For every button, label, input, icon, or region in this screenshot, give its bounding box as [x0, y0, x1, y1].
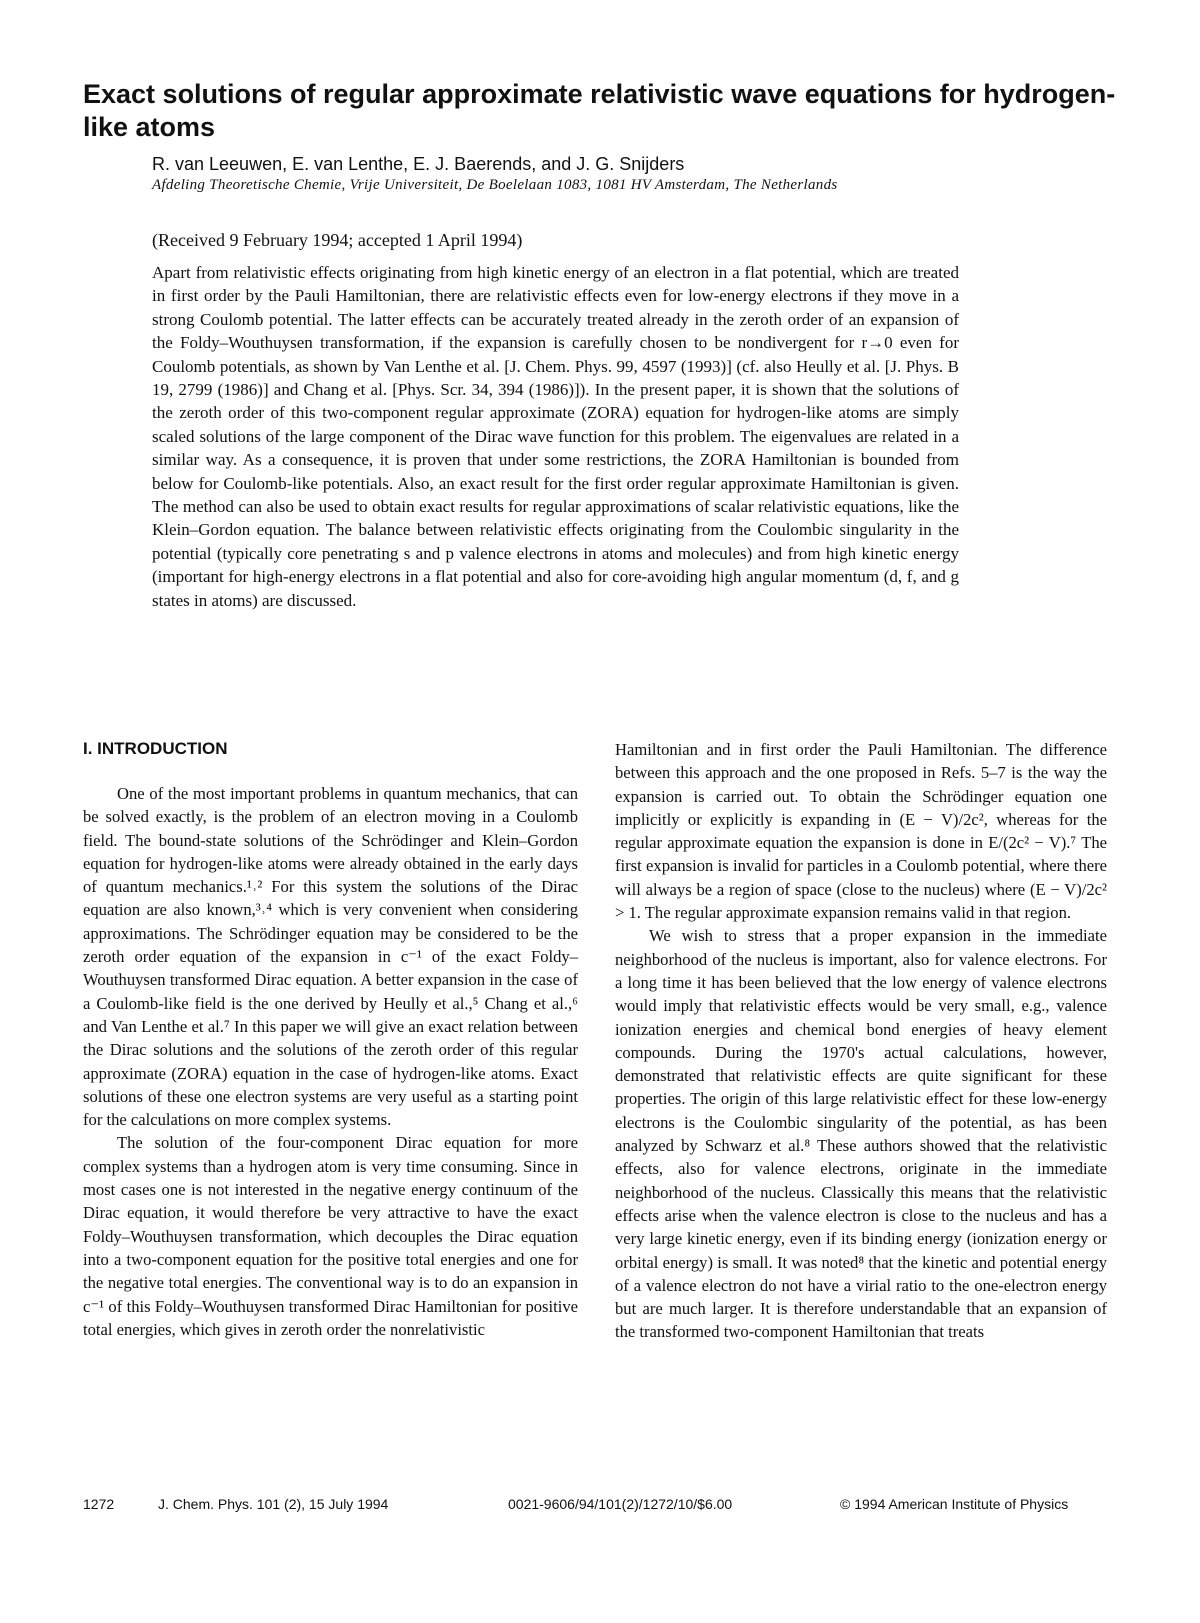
section-heading: I. INTRODUCTION — [83, 739, 228, 758]
body-paragraph: We wish to stress that a proper expansion in the immediate neighborhood of the nucleus is important, also for valence electrons. For a long time it has been believed that the low energy of valence electrons would imply that relativistic effects would be very small, e.g., valence ionization energies and chemical bond energies of heavy element compounds. During the 1970's actual calculations, however, demonstrated that relativistic effects are quite significant for these properties. The origin of this large relativistic effect for these low-energy electrons is the Coulombic singularity of the potential, as has been analyzed by Schwarz et al.⁸ These authors showed that the relativistic effects, also for valence electrons, originate in the immediate neighborhood of the nucleus. Classically this means that the relativistic effects arise when the valence electron is close to the nucleus and has a very large kinetic energy, even if its binding energy (ionization energy or orbital energy) is small. It was noted⁸ that the kinetic and potential energy of a valence electron do not have a virial ratio to the one-electron energy but are much larger. It is therefore understandable that an expansion of the transformed two-component Hamiltonian that treats — [615, 926, 1107, 1342]
body-paragraph: Hamiltonian and in first order the Pauli Hamiltonian. The difference between this approach and the one proposed in Refs. 5–7 is the way the expansion is carried out. To obtain the Schrödinger equation one implicitly or explicitly is expanding in (E − V)/2c², whereas for the regular approximate equation the expansion is done in E/(2c² − V).⁷ The first expansion is invalid for particles in a Coulomb potential, where there will always be a region of space (close to the nucleus) where (E − V)/2c² > 1. The regular approximate expansion remains valid in that region. — [615, 740, 1107, 923]
copyright-notice: © 1994 American Institute of Physics — [840, 1496, 1069, 1512]
page-footer — [0, 1493, 1200, 1515]
body-paragraph: The solution of the four-component Dirac equation for more complex systems than a hydrogen atom is very time consuming. Since in most cases one is not interested in the negative energy continuum of the Dirac equation, it would therefore be very attractive to have the exact Foldy–Wouthuysen transformation, which decouples the Dirac equation into a two-component equation for the positive total energies and one for the negative total energies. The conventional way is to do an expansion in c⁻¹ of this Foldy–Wouthuysen transformed Dirac Hamiltonian for positive total energies, which gives in zeroth order the nonrelativistic — [83, 1133, 578, 1339]
affiliation: Afdeling Theoretische Chemie, Vrije Universiteit, De Boelelaan 1083, 1081 HV Amsterdam, The Netherlands — [152, 177, 838, 193]
journal-citation: J. Chem. Phys. 101 (2), 15 July 1994 — [158, 1496, 389, 1512]
right-column — [615, 738, 1107, 1344]
abstract: Apart from relativistic effects originating from high kinetic energy of an electron in a flat potential, which are treated in first order by the Pauli Hamiltonian, there are relativistic effects even for low-energy electrons if they move in a strong Coulomb potential. The latter effects can be accurately treated already in the zeroth order of an expansion of the Foldy–Wouthuysen transformation, if the expansion is carefully chosen to be nondivergent for r→0 even for Coulomb potentials, as shown by Van Lenthe et al. [J. Chem. Phys. 99, 4597 (1993)] (cf. also Heully et al. [J. Phys. B 19, 2799 (1986)] and Chang et al. [Phys. Scr. 34, 394 (1986)]). In the present paper, it is shown that the solutions of the zeroth order of this two-component regular approximate (ZORA) equation for hydrogen-like atoms are simply scaled solutions of the large component of the Dirac wave function for this problem. The eigenvalues are related in a similar way. As a consequence, it is proven that under some restrictions, the ZORA Hamiltonian is bounded from below for Coulomb-like potentials. Also, an exact result for the first order regular approximate Hamiltonian is given. The method can also be used to obtain exact results for regular approximations of scalar relativistic equations, like the Klein–Gordon equation. The balance between relativistic effects originating from the Coulombic singularity in the potential (typically core penetrating s and p valence electrons in atoms and molecules) and from high kinetic energy (important for high-energy electrons in a flat potential and also for core-avoiding high angular momentum (d, f, and g states in atoms) are discussed. — [152, 263, 959, 610]
left-column — [83, 738, 578, 1341]
article-code: 0021-9606/94/101(2)/1272/10/$6.00 — [508, 1496, 733, 1512]
received-dates: (Received 9 February 1994; accepted 1 April 1994) — [152, 230, 523, 250]
author-list: R. van Leeuwen, E. van Lenthe, E. J. Baerends, and J. G. Snijders — [152, 154, 685, 174]
page-number: 1272 — [83, 1496, 115, 1512]
article-title: Exact solutions of regular approximate relativistic wave equations for hydrogen-like atoms — [83, 79, 1116, 142]
body-paragraph: One of the most important problems in quantum mechanics, that can be solved exactly, is the problem of an electron moving in a Coulomb field. The bound-state solutions of the Schrödinger and Klein–Gordon equation for hydrogen-like atoms were already obtained in the early days of quantum mechanics.¹˒² For this system the solutions of the Dirac equation are also known,³˒⁴ which is very convenient when considering approximations. The Schrödinger equation may be considered to be the zeroth order equation of the expansion in c⁻¹ of the exact Foldy–Wouthuysen transformed Dirac equation. A better expansion in the case of a Coulomb-like field is the one derived by Heully et al.,⁵ Chang et al.,⁶ and Van Lenthe et al.⁷ In this paper we will give an exact relation between the Dirac solutions and the solutions of the zeroth order of this regular approximate (ZORA) equation in the case of hydrogen-like atoms. Exact solutions of these one electron systems are very useful as a starting point for the calculations on more complex systems. — [83, 784, 578, 1130]
